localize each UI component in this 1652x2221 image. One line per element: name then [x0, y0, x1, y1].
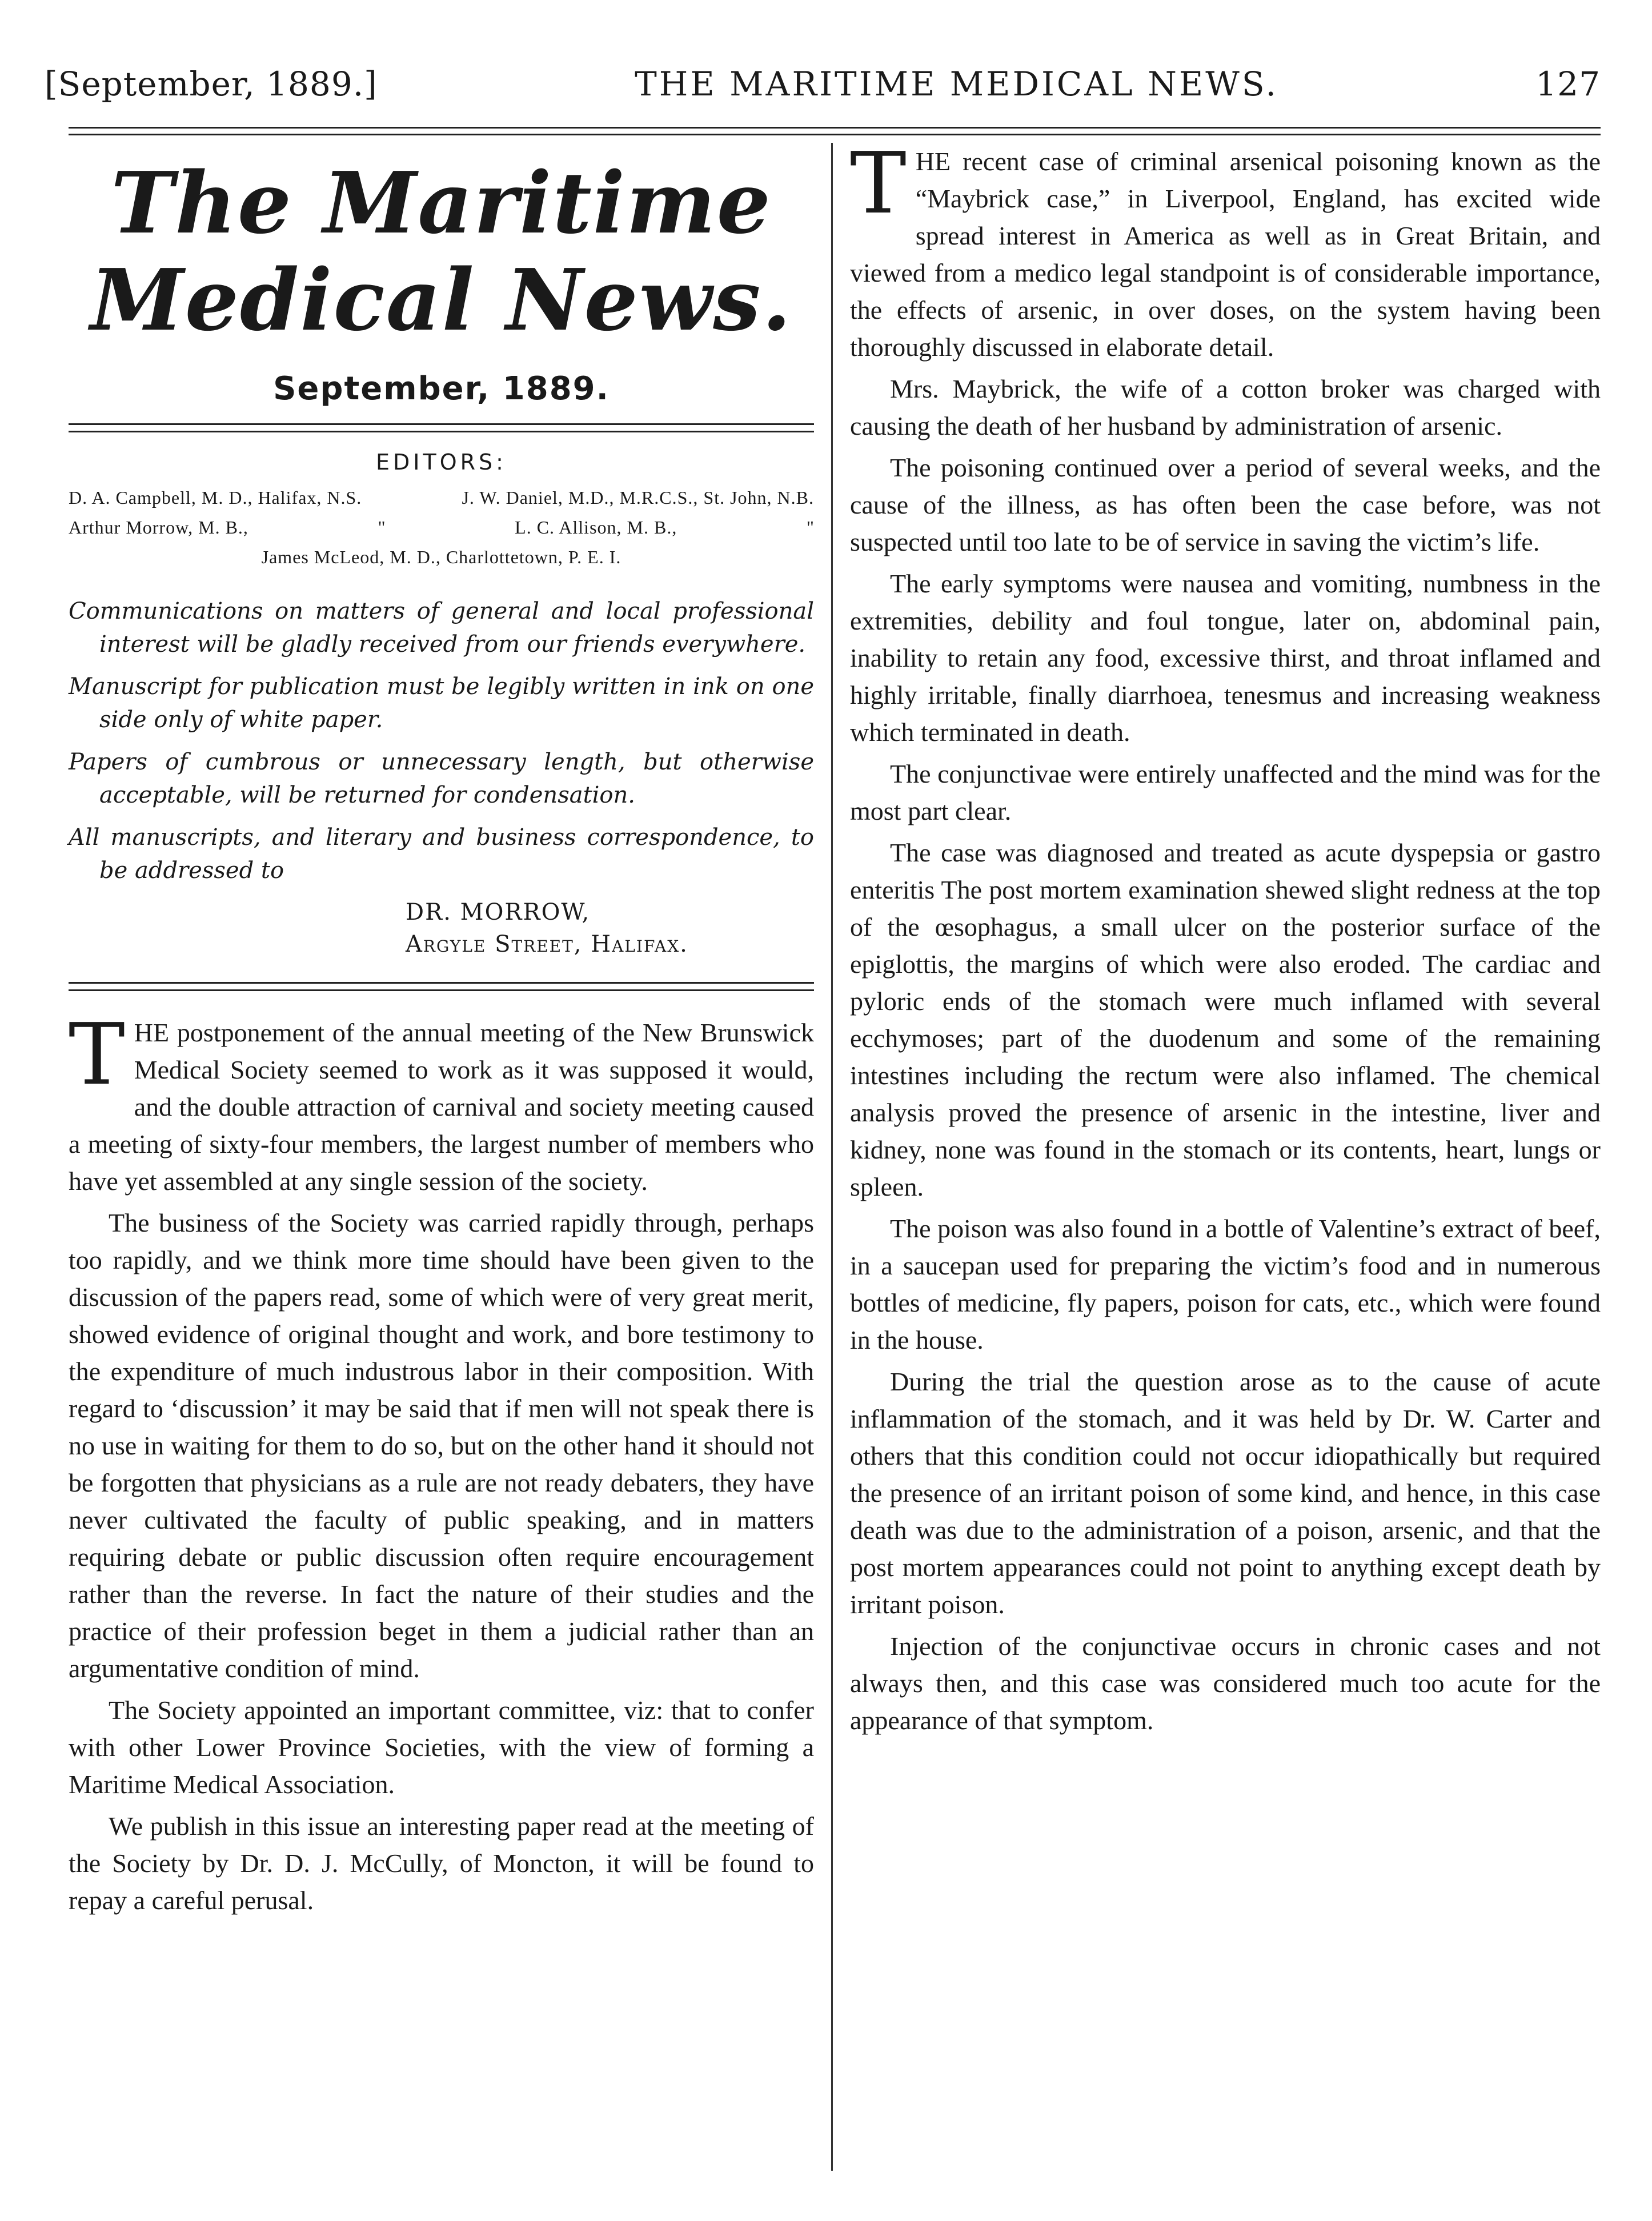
- address-street: Argyle Street, Halifax.: [406, 931, 688, 958]
- editor-entry: Arthur Morrow, M. B.,: [69, 517, 248, 538]
- notices: [69, 595, 814, 887]
- paragraph: The conjunctivae were entirely unaffected and the mind was for the most part clear.: [850, 759, 1601, 825]
- editors-list: [69, 483, 814, 572]
- drop-cap: T: [850, 134, 907, 232]
- paragraph: The early symptoms were nausea and vomiting, numbness in the extremities, debility and foul tongue, later on, abdominal pain, inability to retain any food, excessive thirst, and throat inflamed and highly irritable, finally diarrhoea, tenesmus and increasing weakness which terminated in death.: [850, 569, 1601, 747]
- editors-heading: EDITORS:: [376, 450, 507, 475]
- running-head: [45, 58, 1601, 110]
- editor-entry: J. W. Daniel, M.D., M.R.C.S., St. John, N.B.: [462, 487, 814, 508]
- masthead-title: The Maritime Medical News.: [90, 153, 793, 350]
- paragraph-text: recent case of criminal arsenical poisoning known as the “Maybrick case,” in Liverpool, England, has excited wide spread interest in America as well as in Great Britain, and viewed from a medico legal standpoint is of considerable importance, the effects of arsenic, in over doses, on the system having been thoroughly discussed in elaborate detail.: [850, 147, 1601, 362]
- paragraph: The business of the Society was carried rapidly through, perhaps too rapidly, and we think more time should have been given to the discussion of the papers read, some of which were of very great merit, showed evidence of original thought and work, and bore testimony to the expenditure of much industrous labor in their composition. With regard to ‘discussion’ it may be said that if men will not speak there is no use in waiting for them to do so, but on the other hand it should not be forgotten that physicians as a rule are not ready debaters, they have never cultivated the faculty of public speaking, and in matters requiring debate or public discussion often require encouragement rather than the reverse. In fact the nature of their studies and the practice of their profession beget in them a judicial rather than an argumentative condition of mind.: [69, 1208, 814, 1683]
- masthead-rule: [69, 423, 814, 432]
- left-article: [69, 1005, 814, 1919]
- notice-papers: Papers of cumbrous or unnecessary length, but otherwise acceptable, will be returned for condensation.: [69, 749, 814, 809]
- editors-line: [69, 512, 814, 542]
- lead-word: HE: [915, 147, 951, 176]
- left-column: [69, 143, 814, 1923]
- editors-line: [69, 542, 814, 572]
- paragraph: The poison was also found in a bottle of Valentine’s extract of beef, in a saucepan used for preparing the victim’s food and in numerous bottles of medicine, fly papers, poison for cats, etc., which were found in the house.: [850, 1214, 1601, 1354]
- address-name: DR. MORROW,: [406, 899, 591, 926]
- editor-entry: James McLeod, M. D., Charlottetown, P. E. I.: [261, 547, 621, 568]
- section-rule: [69, 982, 814, 991]
- running-head-journal: THE MARITIME MEDICAL NEWS.: [635, 65, 1278, 103]
- paragraph: [850, 134, 1601, 366]
- ditto-mark: ": [806, 517, 814, 538]
- notice-manuscript: Manuscript for publication must be legibly written in ink on one side only of white paper.: [69, 673, 814, 733]
- header-rule: [69, 127, 1601, 129]
- paragraph: The case was diagnosed and treated as acute dyspepsia or gastro enteritis The post mortem examination shewed slight redness at the top of the œsophagus, a small ulcer on the posterior surface of the epiglottis, the margins of which were also eroded. The cardiac and pyloric ends of the stomach were much inflamed with several ecchymoses; part of the duodenum and some of the remaining intestines including the rectum were also inflamed. The chemical analysis proved the presence of arsenic in the intestine, liver and kidney, none was found in the stomach or its contents, heart, lungs or spleen.: [850, 838, 1601, 1201]
- right-article: [850, 134, 1601, 1739]
- header-rule: [69, 134, 1601, 135]
- paragraph: Injection of the conjunctivae occurs in chronic cases and not always then, and this case was considered much too acute for the appearance of that symptom.: [850, 1631, 1601, 1735]
- notice-communications: Communications on matters of general and local professional interest will be gladly received from our friends everywhere.: [69, 598, 814, 658]
- masthead-date: September, 1889.: [273, 370, 610, 408]
- editor-entry: D. A. Campbell, M. D., Halifax, N.S.: [69, 487, 362, 508]
- page-number: 127: [1535, 65, 1601, 103]
- paragraph: [69, 1005, 814, 1200]
- editor-address: [69, 896, 814, 960]
- paragraph: During the trial the question arose as to the cause of acute inflammation of the stomach, and it was held by Dr. W. Carter and others that this condition could not occur idiopathically but required the presence of an irritant poison of some kind, and hence, in this case death was due to the administration of a poison, arsenic, and that the post mortem appearances could not point to anything except death by irritant poison.: [850, 1367, 1601, 1619]
- notice-correspondence: All manuscripts, and literary and business correspondence, to be addressed to: [69, 824, 814, 884]
- right-column: [850, 134, 1601, 1743]
- paragraph: The Society appointed an important committee, viz: that to confer with other Lower Province Societies, with the view of forming a Maritime Medical Association.: [69, 1695, 814, 1799]
- running-head-date: [September, 1889.]: [45, 65, 378, 103]
- editors-line: [69, 483, 814, 512]
- ditto-mark: ": [378, 517, 386, 538]
- drop-cap: T: [69, 1005, 125, 1104]
- lead-word: HE: [134, 1018, 170, 1048]
- paragraph: We publish in this issue an interesting paper read at the meeting of the Society by Dr. D. J. McCully, of Moncton, it will be found to repay a careful perusal.: [69, 1811, 814, 1915]
- editor-entry: L. C. Allison, M. B.,: [515, 517, 677, 538]
- paragraph: Mrs. Maybrick, the wife of a cotton broker was charged with causing the death of her husband by administration of arsenic.: [850, 374, 1601, 440]
- paragraph: The poisoning continued over a period of several weeks, and the cause of the illness, as has often been the case before, was not suspected until too late to be of service in saving the victim’s life.: [850, 453, 1601, 556]
- paragraph-text: postponement of the annual meeting of the New Brunswick Medical Society seemed to work as it was supposed it would, and the double attraction of carnival and society meeting caused a meeting of sixty-four members, the largest number of members who have yet assembled at any single session of the society.: [69, 1018, 814, 1196]
- column-divider: [831, 143, 833, 2171]
